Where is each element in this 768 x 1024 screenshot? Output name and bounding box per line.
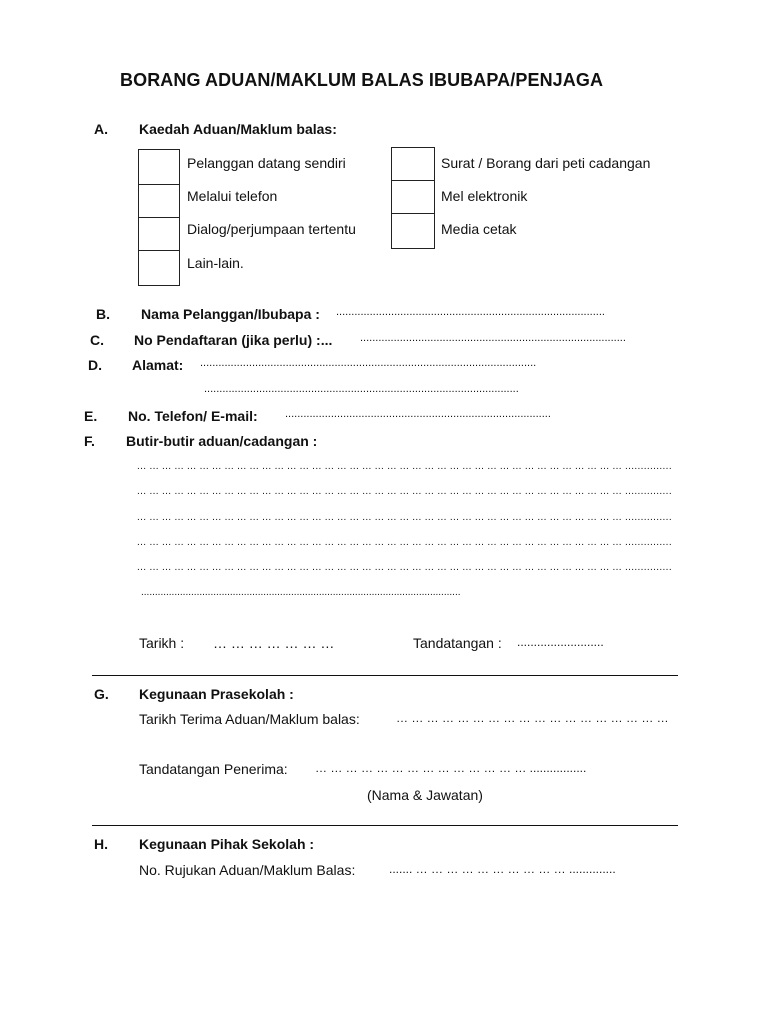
details-line-6[interactable]: ................................................................................................................... [141, 587, 461, 598]
option-media-cetak: Media cetak [441, 221, 517, 237]
option-dialog: Dialog/perjumpaan tertentu [187, 221, 356, 237]
option-lain-lain: Lain-lain. [187, 255, 244, 271]
section-h-letter: H. [94, 836, 108, 852]
tarikh-field[interactable]: … … … … … … … [213, 635, 335, 651]
checkbox-mel[interactable] [391, 180, 435, 214]
section-b-label: Nama Pelanggan/Ibubapa : [141, 306, 320, 322]
section-e-label: No. Telefon/ E-mail: [128, 408, 258, 424]
section-a-heading: Kaedah Aduan/Maklum balas: [139, 121, 337, 137]
checkbox-telefon[interactable] [138, 184, 180, 218]
tarikh-label: Tarikh : [139, 635, 185, 651]
details-line-4[interactable]: ... ... ... ... ... ... ... ... ... ... ... ... ... ... ... ... ... ... ... ... ... ... ... ... ... ... ... ... ... ... ... ... ... ... ... ... ... ... ... ............... [137, 537, 672, 548]
tandatangan-penerima-label: Tandatangan Penerima: [139, 761, 288, 777]
option-surat: Surat / Borang dari peti cadangan [441, 155, 651, 171]
section-d-field-line1[interactable]: .............................................................................................................. [200, 357, 537, 369]
details-line-5[interactable]: ... ... ... ... ... ... ... ... ... ... ... ... ... ... ... ... ... ... ... ... ... ... ... ... ... ... ... ... ... ... ... ... ... ... ... ... ... ... ... ............... [137, 562, 672, 573]
section-c-field[interactable]: ....................................................................................... [360, 332, 626, 344]
section-h-heading: Kegunaan Pihak Sekolah : [139, 836, 315, 852]
tarikh-terima-field[interactable]: … … … … … … … … … … … … … … … … … … [396, 711, 669, 725]
section-g-heading: Kegunaan Prasekolah : [139, 686, 294, 702]
option-pelanggan-datang: Pelanggan datang sendiri [187, 155, 346, 171]
section-e-letter: E. [84, 408, 98, 424]
section-c-label: No Pendaftaran (jika perlu) :... [134, 332, 333, 348]
tandatangan-penerima-field[interactable]: … … … … … … … … … … … … … … ................. [315, 761, 587, 775]
nama-jawatan-caption: (Nama & Jawatan) [367, 787, 483, 803]
section-d-letter: D. [88, 357, 102, 373]
divider-h [92, 825, 678, 826]
section-d-label: Alamat: [132, 357, 184, 373]
details-line-2[interactable]: ... ... ... ... ... ... ... ... ... ... ... ... ... ... ... ... ... ... ... ... ... ... ... ... ... ... ... ... ... ... ... ... ... ... ... ... ... ... ... ............... [137, 486, 672, 497]
section-a-letter: A. [94, 121, 108, 137]
checkbox-surat[interactable] [391, 147, 435, 181]
section-d-field-line2[interactable]: ....................................................................................................... [204, 383, 519, 395]
checkbox-media-cetak[interactable] [391, 213, 435, 249]
tandatangan-field[interactable]: .......................... [517, 635, 604, 649]
option-telefon: Melalui telefon [187, 188, 278, 204]
no-rujukan-field[interactable]: ....... … … … … … … … … … … .............. [389, 862, 616, 876]
option-mel: Mel elektronik [441, 188, 528, 204]
section-e-field[interactable]: ....................................................................................... [285, 408, 551, 420]
details-line-3[interactable]: ... ... ... ... ... ... ... ... ... ... ... ... ... ... ... ... ... ... ... ... ... ... ... ... ... ... ... ... ... ... ... ... ... ... ... ... ... ... ... ............... [137, 512, 672, 523]
tarikh-terima-label: Tarikh Terima Aduan/Maklum balas: [139, 711, 360, 727]
section-b-field[interactable]: ........................................................................................ [336, 306, 605, 318]
details-line-1[interactable]: ... ... ... ... ... ... ... ... ... ... ... ... ... ... ... ... ... ... ... ... ... ... ... ... ... ... ... ... ... ... ... ... ... ... ... ... ... ... ... ............... [137, 461, 672, 472]
checkbox-lain-lain[interactable] [138, 250, 180, 286]
no-rujukan-label: No. Rujukan Aduan/Maklum Balas: [139, 862, 356, 878]
section-f-letter: F. [84, 433, 95, 449]
section-c-letter: C. [90, 332, 104, 348]
divider-g [92, 675, 678, 676]
checkbox-dialog[interactable] [138, 217, 180, 251]
section-f-label: Butir-butir aduan/cadangan : [126, 433, 318, 449]
tandatangan-label: Tandatangan : [413, 635, 502, 651]
section-b-letter: B. [96, 306, 110, 322]
section-g-letter: G. [94, 686, 109, 702]
checkbox-pelanggan-datang[interactable] [138, 149, 180, 185]
form-title: BORANG ADUAN/MAKLUM BALAS IBUBAPA/PENJAGA [120, 70, 604, 90]
